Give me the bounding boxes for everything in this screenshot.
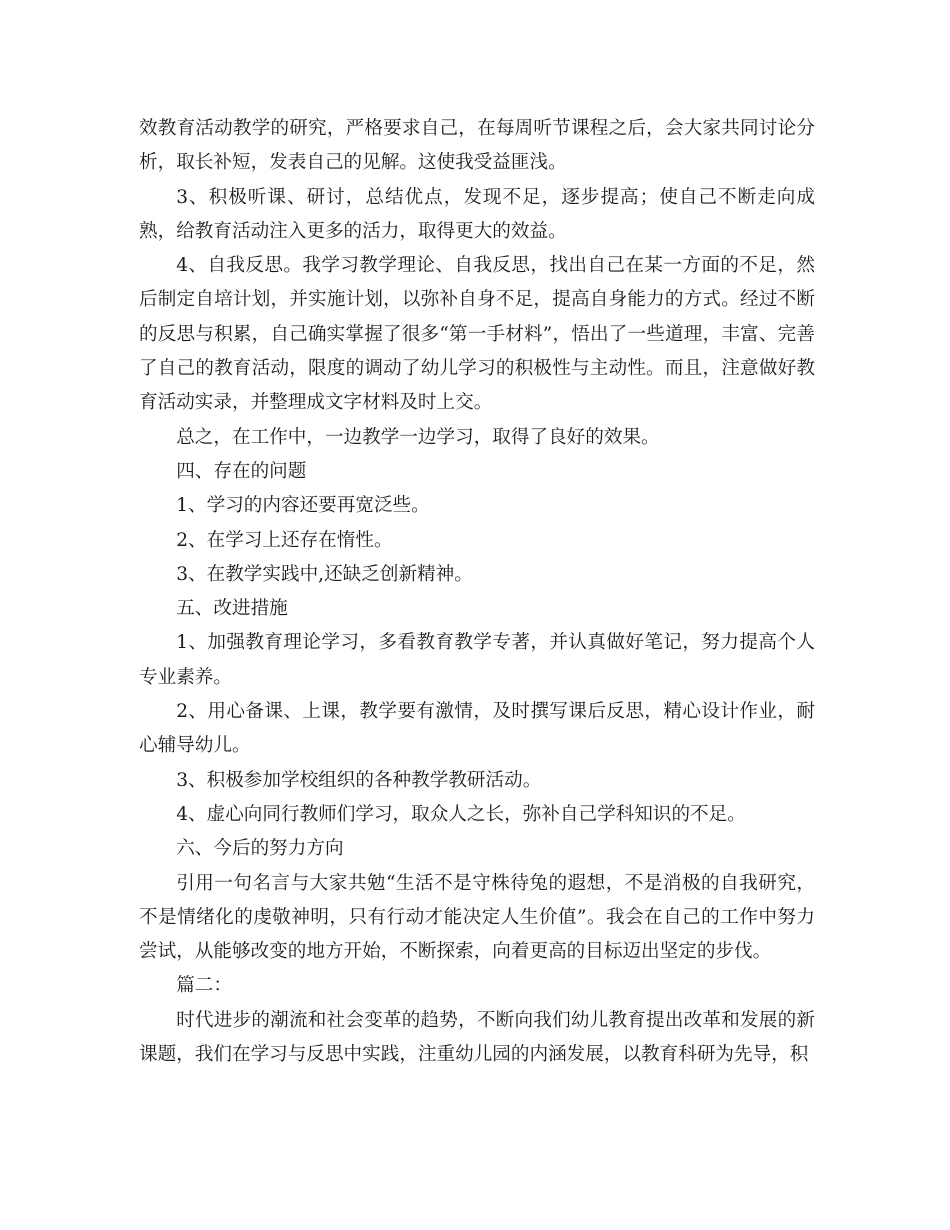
section-heading-future-direction: 六、今后的努力方向 [176,838,344,860]
problem-item-1: 1、学习的内容还要再宽泛些。 [176,495,430,517]
improvement-item-4: 4、虚心向同行教师们学习，取众人之长，弥补自己学科知识的不足。 [176,803,746,825]
section-heading-part-two: 篇二： [176,975,232,997]
section-heading-improvements: 五、改进措施 [176,598,288,620]
paragraph-part-two-intro: 时代进步的潮流和社会变革的趋势，不断向我们幼儿教育提出改革和发展的新课题，我们在学习与反思中实践，注重幼儿园的内涵发展，以教育科研为先导，积 [139,1009,815,1066]
problem-item-3: 3、在教学实践中,还缺乏创新精神。 [176,563,473,585]
improvement-item-1: 1、加强教育理论学习，多看教育教学专著，并认真做好笔记，努力提高个人专业素养。 [139,632,815,688]
paragraph-item-4-reflection: 4、自我反思。我学习教学理论、自我反思，找出自己在某一方面的不足，然后制定自培计划，并实施计划，以弥补自身不足，提高自身能力的方式。经过不断的反思与积累，自己确实掌握了很多“第一手材料”，悟出了一些道理，丰富、完善了自己的教育活动，限度的调动了幼儿学习的积极性与主动性。而且，注意做好教育活动实录，并整理成文字材料及时上交。 [139,255,815,414]
problem-item-2: 2、在学习上还存在惰性。 [176,529,393,551]
document-body [139,112,815,1072]
paragraph-summary: 总之，在工作中，一边教学一边学习，取得了良好的效果。 [176,426,660,448]
paragraph-item-3-listening: 3、积极听课、研讨，总结优点，发现不足，逐步提高；使自己不断走向成熟，给教育活动注入更多的活力，取得更大的效益。 [139,186,815,242]
paragraph-continuation: 效教育活动教学的研究，严格要求自己，在每周听节课程之后，会大家共同讨论分析，取长补短，发表自己的见解。这使我受益匪浅。 [139,118,815,174]
improvement-item-3: 3、积极参加学校组织的各种教学教研活动。 [176,769,542,791]
improvement-item-2: 2、用心备课、上课，教学要有激情，及时撰写课后反思，精心设计作业，耐心辅导幼儿。 [139,701,815,757]
section-heading-problems: 四、存在的问题 [176,460,307,482]
paragraph-quote: 引用一句名言与大家共勉“生活不是守株待兔的遐想，不是消极的自我研究，不是情绪化的虔敬神明，只有行动才能决定人生价值”。我会在自己的工作中努力尝试，从能够改变的地方开始，不断探索，向着更高的目标迈出坚定的步伐。 [139,872,815,963]
